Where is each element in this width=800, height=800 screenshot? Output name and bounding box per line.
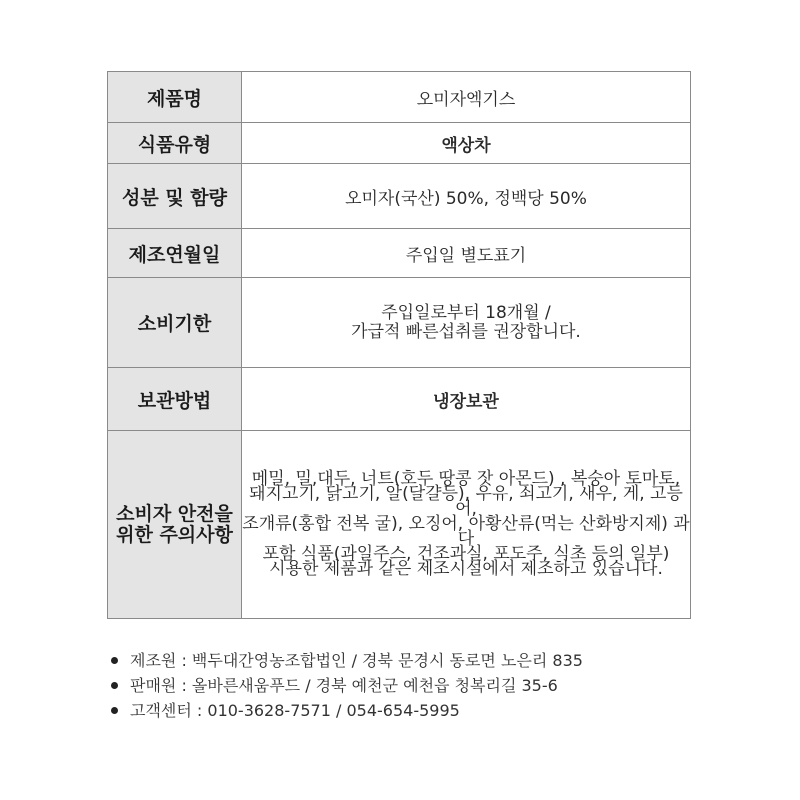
product-name-value: 오미자엑기스 [242, 72, 691, 123]
customer-center-text: 고객센터 : 010-3628-7571 / 054-654-5995 [130, 701, 460, 720]
list-item [108, 673, 583, 698]
notice-line: 시용한 제품과 같은 제조시설에서 제조하고 있습니다. [269, 559, 663, 579]
company-info-list [108, 648, 583, 723]
bullet-icon [111, 682, 118, 689]
ingredients-value: 오미자(국산) 50%, 정백당 50% [242, 164, 691, 229]
row-label: 제품명 [108, 72, 242, 123]
manufacturer-text: 제조원 : 백두대간영농조합법인 / 경북 문경시 동로면 노은리 835 [130, 651, 583, 670]
safety-label-line: 소비자 안전을 [116, 502, 233, 525]
table-row [108, 431, 691, 619]
table-row [108, 229, 691, 278]
notice-line: 메밀, 밀,대두, 너트(호두 땅콩 잣 아몬드) , 복숭아 토마토, [251, 469, 681, 489]
notice-line: 포함 식품(과일주스, 건조과실, 포도주, 식초 등의 일부) [262, 544, 670, 564]
expiry-value [242, 278, 691, 368]
row-label: 성분 및 함량 [108, 164, 242, 229]
row-label: 식품유형 [108, 123, 242, 164]
safety-label-line: 위한 주의사항 [116, 523, 233, 546]
product-info-table [107, 71, 691, 619]
expiry-line: 주입일로부터 18개월 / [381, 302, 551, 323]
row-label [108, 431, 242, 619]
table-row [108, 72, 691, 123]
notice-line: 돼지고기, 닭고기, 알(달걀등), 우유, 쇠고기, 새우, 게, 고등어, [249, 484, 683, 519]
storage-value: 냉장보관 [242, 368, 691, 431]
row-label: 제조연월일 [108, 229, 242, 278]
bullet-icon [111, 707, 118, 714]
seller-text: 판매원 : 올바른새움푸드 / 경북 예천군 예천읍 청복리길 35-6 [130, 676, 558, 695]
table-row [108, 278, 691, 368]
list-item [108, 648, 583, 673]
notice-line: 조개류(홍합 전복 굴), 오징어, 아황산류(먹는 산화방지제) 과다 [242, 514, 690, 549]
manufacture-date-value: 주입일 별도표기 [242, 229, 691, 278]
food-type-value: 액상차 [242, 123, 691, 164]
row-label: 소비기한 [108, 278, 242, 368]
allergen-notice-value [242, 431, 691, 619]
expiry-line: 가급적 빠른섭취를 권장합니다. [351, 321, 581, 342]
table-row [108, 123, 691, 164]
bullet-icon [111, 657, 118, 664]
table-row [108, 368, 691, 431]
table-row [108, 164, 691, 229]
list-item [108, 698, 583, 723]
row-label: 보관방법 [108, 368, 242, 431]
